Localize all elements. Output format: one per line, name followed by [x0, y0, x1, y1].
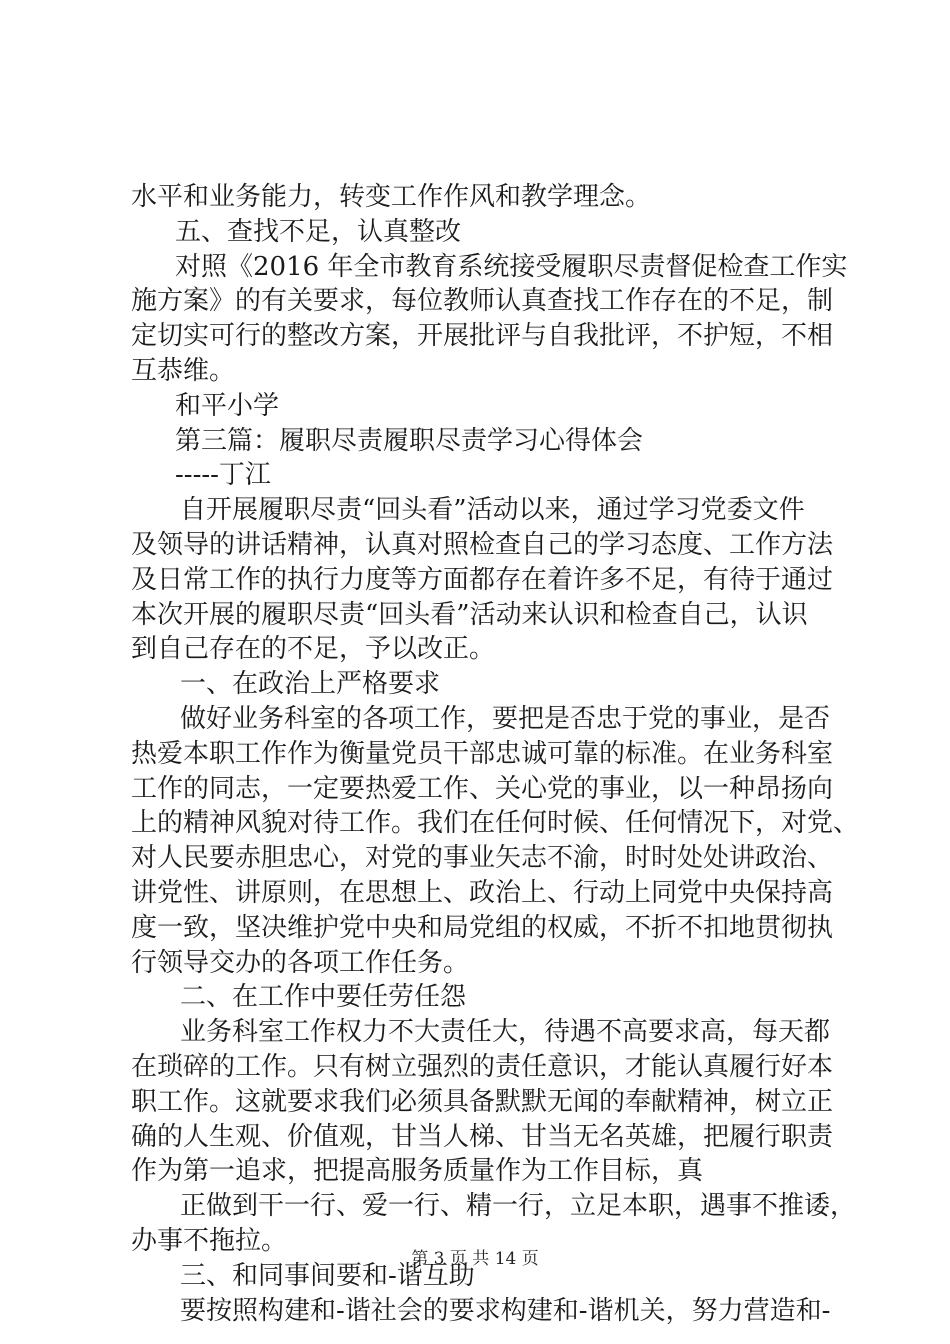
text-line: 上的精神风貌对待工作。我们在任何时候、任何情况下，对党、	[131, 808, 860, 839]
text-line: 自开展履职尽责“回头看”活动以来，通过学习党委文件	[180, 495, 805, 526]
text-line: 行领导交办的各项工作任务。	[131, 947, 470, 978]
text-line: 讲党性、讲原则，在思想上、政治上、行动上同党中央保持高	[131, 877, 834, 908]
text-line: 对人民要赤胆忠心，对党的事业矢志不渝，时时处处讲政治、	[131, 843, 834, 874]
text-line: 第三篇：履职尽责履职尽责学习心得体会	[175, 425, 644, 456]
text-line: 业务科室工作权力不大责任大，待遇不高要求高，每天都	[180, 1017, 831, 1048]
text-line: 互恭维。	[131, 355, 236, 386]
text-line: 和平小学	[175, 390, 280, 421]
text-line: 定切实可行的整改方案，开展批评与自我批评，不护短，不相	[131, 321, 834, 352]
text-line: 要按照构建和-谐社会的要求构建和-谐机关，努力营造和-	[180, 1295, 831, 1326]
text-line: 职工作。这就要求我们必须具备默默无闻的奉献精神，树立正	[131, 1086, 834, 1117]
text-line: 一、在政治上严格要求	[180, 669, 441, 700]
text-line: 在琐碎的工作。只有树立强烈的责任意识，才能认真履行好本	[131, 1051, 834, 1082]
text-line: 度一致，坚决维护党中央和局党组的权威，不折不扣地贯彻执	[131, 912, 834, 943]
text-line: 二、在工作中要任劳任怨	[180, 982, 467, 1013]
text-line: 作为第一追求，把提高服务质量作为工作目标，真	[131, 1156, 704, 1187]
text-line: 及日常工作的执行力度等方面都存在着许多不足，有待于通过	[131, 564, 834, 595]
text-line: 热爱本职工作作为衡量党员干部忠诚可靠的标准。在业务科室	[131, 738, 834, 769]
text-line: 做好业务科室的各项工作，要把是否忠于党的事业，是否	[180, 703, 831, 734]
text-line: 办事不拖拉。	[131, 1225, 288, 1256]
text-line: 工作的同志，一定要热爱工作、关心党的事业，以一种昂扬向	[131, 773, 834, 804]
text-line: 对照《2016 年全市教育系统接受履职尽责督促检查工作实	[175, 251, 848, 282]
text-line: 水平和业务能力，转变工作作风和教学理念。	[131, 182, 652, 212]
text-line: 到自己存在的不足，予以改正。	[131, 634, 496, 665]
text-line: -----丁江	[175, 460, 271, 491]
document-body	[131, 180, 860, 1328]
text-line: 三、和同事间要和-谐互助	[180, 1260, 475, 1291]
text-line: 正做到干一行、爱一行、精一行，立足本职，遇事不推诿，	[180, 1191, 857, 1222]
text-line: 及领导的讲话精神，认真对照检查自己的学习态度、工作方法	[131, 529, 834, 560]
page-footer: 第 3 页 共 14 页	[411, 1249, 539, 1269]
text-line: 本次开展的履职尽责“回头看”活动来认识和检查自己，认识	[131, 599, 808, 630]
text-line: 施方案》的有关要求，每位教师认真查找工作存在的不足，制	[131, 286, 834, 317]
text-line: 五、查找不足，认真整改	[175, 216, 462, 247]
text-line: 确的人生观、价值观，甘当人梯、甘当无名英雄，把履行职责	[131, 1121, 834, 1152]
